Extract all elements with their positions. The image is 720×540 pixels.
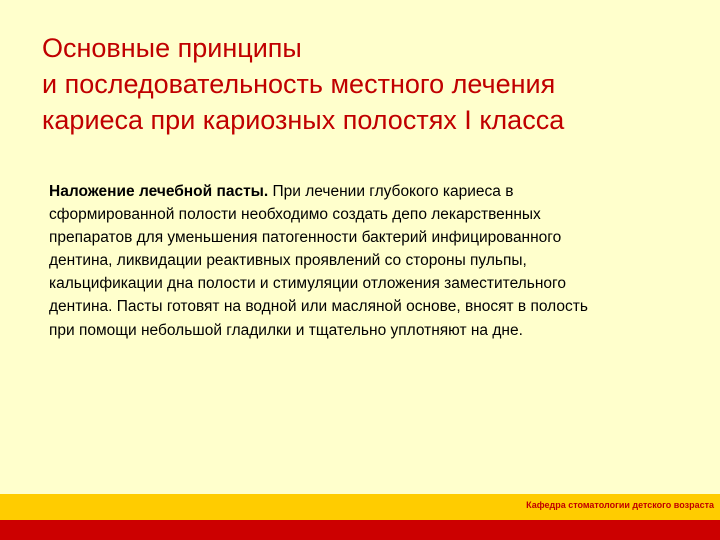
body-line-1 bbox=[49, 180, 699, 203]
body-line-4: дентина, ликвидации реактивных проявлений со стороны пульпы, bbox=[49, 252, 527, 270]
body-line-5: кальцификации дна полости и стимуляции отложения заместительного bbox=[49, 275, 566, 293]
body-line-1-text: При лечении глубокого кариеса в bbox=[268, 183, 514, 200]
footer-caption: Кафедра стоматологии детского возраста bbox=[526, 500, 714, 510]
body-line-3: препаратов для уменьшения патогенности бактерий инфицированного bbox=[49, 229, 562, 247]
footer-band-red bbox=[0, 520, 720, 540]
body-line-2: сформированной полости необходимо создать депо лекарственных bbox=[49, 206, 541, 224]
title-line-2: и последовательность местного лечения bbox=[42, 69, 556, 99]
paragraph-lead: Наложение лечебной пасты. bbox=[49, 183, 269, 200]
title-line-3: кариеса при кариозных полостях I класса bbox=[42, 105, 565, 135]
body-paragraph bbox=[49, 180, 699, 342]
slide-title bbox=[42, 30, 702, 138]
title-line-1: Основные принципы bbox=[42, 33, 302, 63]
body-line-7: при помощи небольшой гладилки и тщательно уплотняют на дне. bbox=[49, 321, 523, 339]
body-line-6: дентина. Пасты готовят на водной или масляной основе, вносят в полость bbox=[49, 298, 588, 316]
